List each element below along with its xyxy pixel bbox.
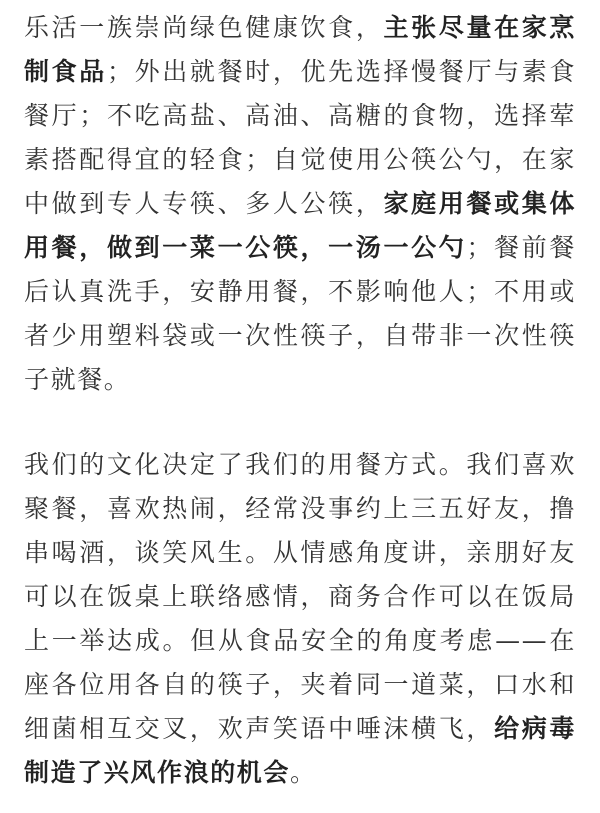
bold-emphasis-virus-opportunity: 给病毒制造了兴风作浪的机会 — [24, 714, 576, 787]
paragraph-dining-culture — [24, 443, 576, 795]
paragraph-text: 我们的文化决定了我们的用餐方式。我们喜欢聚餐，喜欢热闹，经常没事约上三五好友，撸串喝酒，谈笑风生。从情感角度讲，亲朋好友可以在饭桌上联络感情，商务合作可以在饭局上一举达成。但从食品安全的角度考虑——在座各位用各自的筷子，夹着同一道菜，口水和细菌相互交叉，欢声笑语中唾沫横飞， — [24, 450, 576, 743]
paragraph-text: 乐活一族崇尚绿色健康饮食， — [24, 13, 384, 42]
bold-emphasis-home-cooking: 主张尽量在家烹制食品 — [24, 13, 576, 86]
paragraph-healthy-dining — [24, 6, 576, 402]
paragraph-text: ；餐前餐后认真洗手，安静用餐，不影响他人；不用或者少用塑料袋或一次性筷子，自带非一次性筷子就餐。 — [24, 233, 576, 394]
paragraph-text: 。 — [290, 758, 317, 787]
paragraph-text: ；外出就餐时，优先选择慢餐厅与素食餐厅；不吃高盐、高油、高糖的食物，选择荤素搭配得宜的轻食；自觉使用公筷公勺，在家中做到专人专筷、多人公筷， — [24, 57, 576, 218]
bold-emphasis-serving-chopsticks: 家庭用餐或集体用餐，做到一菜一公筷，一汤一公勺 — [24, 189, 576, 262]
